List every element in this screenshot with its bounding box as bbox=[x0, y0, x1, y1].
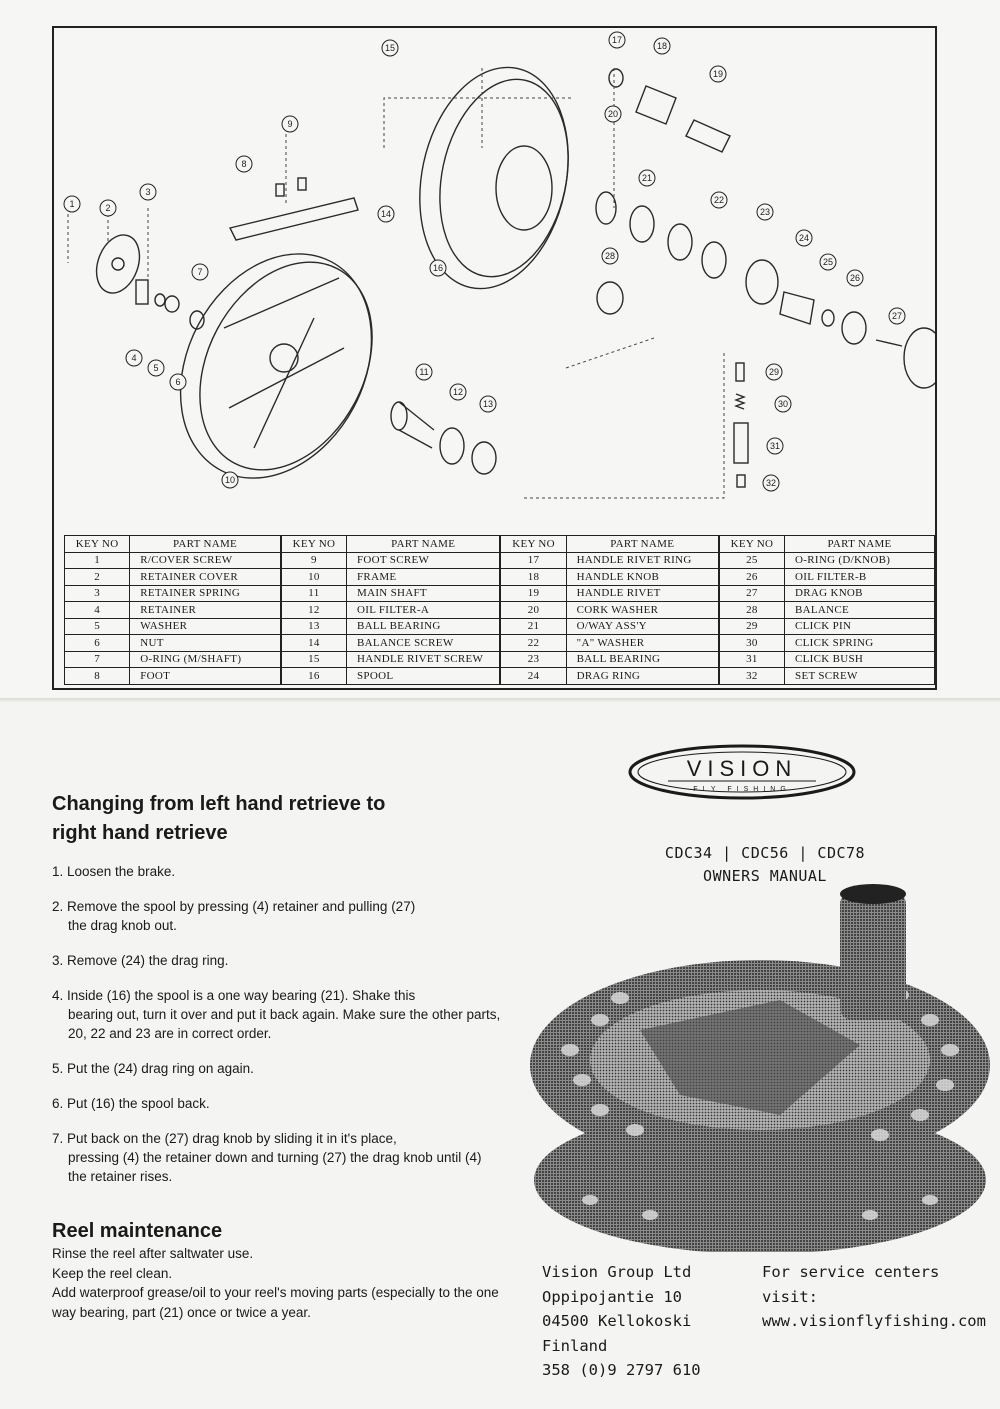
key-no-cell: 2 bbox=[65, 569, 130, 586]
parts-table-header bbox=[65, 536, 935, 553]
callout-number: 6 bbox=[175, 377, 181, 387]
step-2 bbox=[52, 897, 502, 935]
parts-table bbox=[64, 535, 935, 685]
key-no-cell: 24 bbox=[500, 668, 566, 685]
callouts bbox=[64, 32, 905, 491]
step-1 bbox=[52, 862, 502, 881]
key-no-cell: 21 bbox=[500, 618, 566, 635]
callout-number: 10 bbox=[224, 475, 236, 485]
street: Oppipojantie 10 bbox=[542, 1287, 682, 1306]
step-5 bbox=[52, 1059, 502, 1078]
key-no-cell: 13 bbox=[281, 618, 347, 635]
part-name-cell: FOOT SCREW bbox=[347, 552, 501, 569]
col-header: KEY NO bbox=[500, 536, 566, 553]
callout-number: 25 bbox=[822, 257, 834, 267]
part-name-cell: DRAG RING bbox=[566, 668, 719, 685]
callout-number: 7 bbox=[197, 267, 203, 277]
heading-line-1: Changing from left hand retrieve to bbox=[52, 793, 386, 815]
instruction-steps bbox=[52, 862, 502, 1202]
part-name-cell: O/WAY ASS'Y bbox=[566, 618, 719, 635]
part-name-cell: FOOT bbox=[130, 668, 281, 685]
part-name-cell: O-RING (M/SHAFT) bbox=[130, 651, 281, 668]
step-text: 6. Put (16) the spool back. bbox=[52, 1096, 210, 1111]
callout-number: 30 bbox=[777, 399, 789, 409]
callout-number: 27 bbox=[891, 311, 903, 321]
callout-number: 20 bbox=[607, 109, 619, 119]
callout-number: 2 bbox=[105, 203, 111, 213]
callout-number: 28 bbox=[604, 251, 616, 261]
maintenance-heading: Reel maintenance bbox=[52, 1220, 223, 1242]
key-no-cell: 30 bbox=[719, 635, 785, 652]
part-name-cell: R/COVER SCREW bbox=[130, 552, 281, 569]
maintenance-line: Add waterproof grease/oil to your reel's moving parts (especially to the one way bearing, part (21) once or twice a year. bbox=[52, 1285, 499, 1320]
handle-knob-drawing bbox=[636, 86, 676, 124]
callout-number: 14 bbox=[380, 209, 392, 219]
col-header: PART NAME bbox=[130, 536, 281, 553]
reel-handle bbox=[840, 892, 906, 1020]
step-continuation: pressing (4) the retainer down and turning (27) the drag knob until (4) the retainer rises. bbox=[68, 1150, 482, 1184]
col-header: PART NAME bbox=[785, 536, 935, 553]
service-label: For service centers visit: bbox=[762, 1263, 940, 1306]
part-name-cell: BALANCE bbox=[785, 602, 935, 619]
callout-number: 31 bbox=[769, 441, 781, 451]
key-no-cell: 6 bbox=[65, 635, 130, 652]
col-header: PART NAME bbox=[347, 536, 501, 553]
table-row bbox=[65, 618, 935, 635]
service-url[interactable]: www.visionflyfishing.com bbox=[762, 1312, 986, 1330]
callout-number: 13 bbox=[482, 399, 494, 409]
step-6 bbox=[52, 1094, 502, 1113]
key-no-cell: 5 bbox=[65, 618, 130, 635]
part-name-cell: MAIN SHAFT bbox=[347, 585, 501, 602]
maintenance-text bbox=[52, 1244, 502, 1322]
key-no-cell: 4 bbox=[65, 602, 130, 619]
part-name-cell: CLICK BUSH bbox=[785, 651, 935, 668]
logo-sub-text: FLY FISHING bbox=[693, 786, 791, 793]
part-name-cell: SET SCREW bbox=[785, 668, 935, 685]
key-no-cell: 26 bbox=[719, 569, 785, 586]
part-name-cell: FRAME bbox=[347, 569, 501, 586]
part-name-cell: OIL FILTER-B bbox=[785, 569, 935, 586]
key-no-cell: 17 bbox=[500, 552, 566, 569]
table-row bbox=[65, 668, 935, 685]
key-no-cell: 28 bbox=[719, 602, 785, 619]
part-name-cell: RETAINER SPRING bbox=[130, 585, 281, 602]
page-fold bbox=[0, 698, 1000, 702]
table-row bbox=[65, 585, 935, 602]
part-name-cell: RETAINER COVER bbox=[130, 569, 281, 586]
exploded-parts-diagram bbox=[54, 28, 935, 528]
part-name-cell: BALL BEARING bbox=[566, 651, 719, 668]
callout-number: 5 bbox=[153, 363, 159, 373]
service-info bbox=[762, 1260, 1000, 1334]
part-name-cell: HANDLE RIVET bbox=[566, 585, 719, 602]
key-no-cell: 18 bbox=[500, 569, 566, 586]
callout-number: 21 bbox=[641, 173, 653, 183]
callout-number: 11 bbox=[419, 367, 429, 377]
table-row bbox=[65, 552, 935, 569]
company-name: Vision Group Ltd bbox=[542, 1263, 692, 1281]
table-row bbox=[65, 651, 935, 668]
key-no-cell: 27 bbox=[719, 585, 785, 602]
callout-number: 17 bbox=[611, 35, 623, 45]
vision-logo bbox=[628, 743, 856, 801]
col-header: PART NAME bbox=[566, 536, 719, 553]
key-no-cell: 25 bbox=[719, 552, 785, 569]
col-header: KEY NO bbox=[281, 536, 347, 553]
logo-main-text: VISION bbox=[686, 756, 798, 781]
part-name-cell: O-RING (D/KNOB) bbox=[785, 552, 935, 569]
key-no-cell: 32 bbox=[719, 668, 785, 685]
key-no-cell: 15 bbox=[281, 651, 347, 668]
part-name-cell: SPOOL bbox=[347, 668, 501, 685]
key-no-cell: 20 bbox=[500, 602, 566, 619]
step-7 bbox=[52, 1129, 502, 1186]
part-name-cell: CLICK PIN bbox=[785, 618, 935, 635]
callout-number: 4 bbox=[131, 353, 137, 363]
maintenance-line: Keep the reel clean. bbox=[52, 1265, 173, 1281]
key-no-cell: 12 bbox=[281, 602, 347, 619]
callout-number: 32 bbox=[765, 478, 777, 488]
city: 04500 Kellokoski bbox=[542, 1312, 692, 1330]
step-text: 7. Put back on the (27) drag knob by sliding it in it's place, bbox=[52, 1131, 397, 1146]
spool-drawing bbox=[400, 53, 587, 302]
maintenance-line: Rinse the reel after saltwater use. bbox=[52, 1246, 254, 1261]
table-row bbox=[65, 602, 935, 619]
callout-number: 3 bbox=[145, 187, 151, 197]
table-row bbox=[65, 635, 935, 652]
key-no-cell: 10 bbox=[281, 569, 347, 586]
callout-number: 16 bbox=[432, 263, 444, 273]
callout-number: 22 bbox=[713, 195, 725, 205]
callout-number: 15 bbox=[384, 43, 396, 53]
part-name-cell: CORK WASHER bbox=[566, 602, 719, 619]
step-4 bbox=[52, 986, 502, 1043]
callout-number: 18 bbox=[656, 41, 668, 51]
part-name-cell: HANDLE RIVET SCREW bbox=[347, 651, 501, 668]
callout-number: 9 bbox=[287, 119, 293, 129]
step-text: 2. Remove the spool by pressing (4) retainer and pulling (27) bbox=[52, 899, 416, 914]
key-no-cell: 9 bbox=[281, 552, 347, 569]
step-text: 4. Inside (16) the spool is a one way bearing (21). Shake this bbox=[52, 988, 416, 1003]
table-row bbox=[65, 569, 935, 586]
company-address bbox=[542, 1260, 701, 1383]
part-name-cell: CLICK SPRING bbox=[785, 635, 935, 652]
part-name-cell: "A" WASHER bbox=[566, 635, 719, 652]
callout-number: 12 bbox=[452, 387, 464, 397]
drag-knob-drawing bbox=[904, 328, 935, 388]
key-no-cell: 7 bbox=[65, 651, 130, 668]
key-no-cell: 29 bbox=[719, 618, 785, 635]
manual-label: OWNERS MANUAL bbox=[703, 867, 827, 885]
part-name-cell: WASHER bbox=[130, 618, 281, 635]
part-name-cell: BALANCE SCREW bbox=[347, 635, 501, 652]
callout-number: 23 bbox=[759, 207, 771, 217]
callout-number: 24 bbox=[798, 233, 810, 243]
retainer-cover-drawing bbox=[89, 229, 147, 299]
callout-number: 1 bbox=[69, 199, 75, 209]
key-no-cell: 16 bbox=[281, 668, 347, 685]
key-no-cell: 31 bbox=[719, 651, 785, 668]
callout-number: 19 bbox=[712, 69, 724, 79]
callout-number: 8 bbox=[241, 159, 247, 169]
key-no-cell: 11 bbox=[281, 585, 347, 602]
callout-number: 26 bbox=[849, 273, 861, 283]
callout-number: 29 bbox=[768, 367, 780, 377]
step-3 bbox=[52, 951, 502, 970]
part-name-cell: BALL BEARING bbox=[347, 618, 501, 635]
phone: 358 (0)9 2797 610 bbox=[542, 1361, 701, 1379]
part-name-cell: DRAG KNOB bbox=[785, 585, 935, 602]
step-text: 3. Remove (24) the drag ring. bbox=[52, 953, 229, 968]
step-text: 1. Loosen the brake. bbox=[52, 864, 176, 879]
col-header: KEY NO bbox=[65, 536, 130, 553]
key-no-cell: 19 bbox=[500, 585, 566, 602]
step-continuation: bearing out, turn it over and put it back again. Make sure the other parts, 20, 22 and 23 are in correct order. bbox=[68, 1007, 501, 1041]
country: Finland bbox=[542, 1336, 608, 1355]
part-name-cell: NUT bbox=[130, 635, 281, 652]
part-name-cell: OIL FILTER-A bbox=[347, 602, 501, 619]
part-name-cell: RETAINER bbox=[130, 602, 281, 619]
foot-drawing bbox=[230, 198, 358, 240]
key-no-cell: 14 bbox=[281, 635, 347, 652]
step-text: 5. Put the (24) drag ring on again. bbox=[52, 1061, 254, 1076]
step-continuation: the drag knob out. bbox=[68, 918, 177, 933]
part-name-cell: HANDLE RIVET RING bbox=[566, 552, 719, 569]
key-no-cell: 3 bbox=[65, 585, 130, 602]
key-no-cell: 22 bbox=[500, 635, 566, 652]
key-no-cell: 8 bbox=[65, 668, 130, 685]
reel-photo bbox=[530, 880, 1000, 1252]
key-no-cell: 1 bbox=[65, 552, 130, 569]
heading-line-2: right hand retrieve bbox=[52, 822, 228, 844]
part-name-cell: HANDLE KNOB bbox=[566, 569, 719, 586]
model-list: CDC34 | CDC56 | CDC78 bbox=[664, 844, 866, 862]
instructions-heading bbox=[52, 790, 492, 848]
col-header: KEY NO bbox=[719, 536, 785, 553]
key-no-cell: 23 bbox=[500, 651, 566, 668]
